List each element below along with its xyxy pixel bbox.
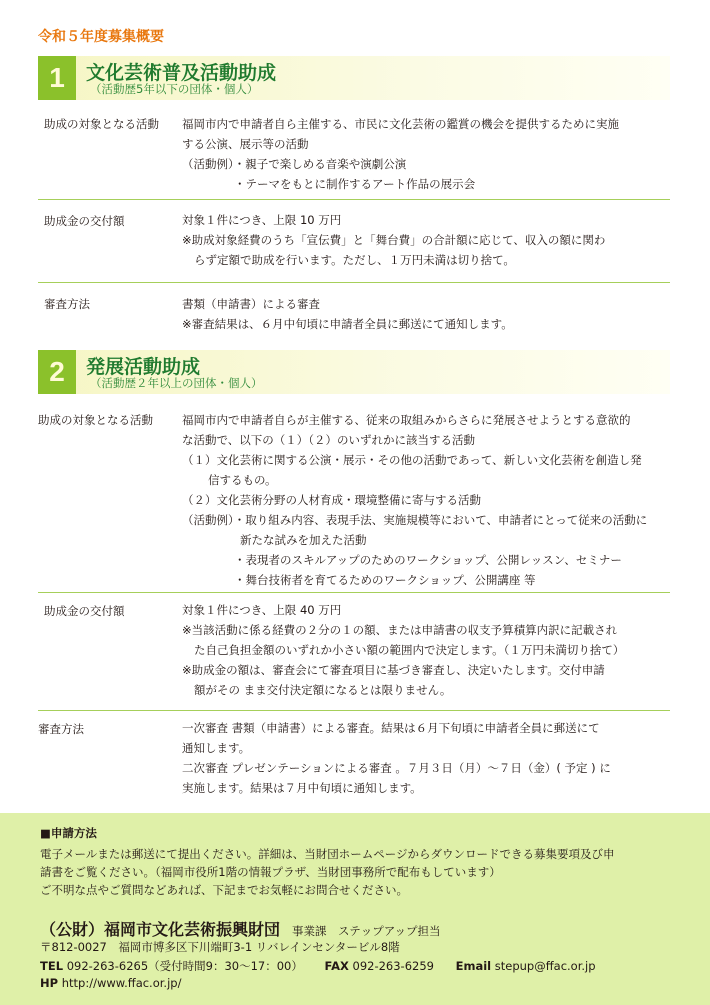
divider	[38, 282, 670, 283]
s2-review-line: 二次審査 プレゼンテーションによる審査 。７月３日（月）〜７日（金）( 予定 ) に	[182, 761, 611, 775]
s2-target-line: ・舞台技術者を育てるためのワークショップ、公開講座 等	[234, 573, 536, 587]
hp-label: HP	[40, 976, 59, 990]
how-to-apply-title: ■申請方法	[40, 826, 97, 840]
fax-label: FAX	[324, 959, 349, 973]
email-label: Email	[455, 959, 492, 973]
page-heading: 令和５年度募集概要	[38, 29, 164, 45]
s2-review-label: 審査方法	[38, 722, 84, 736]
s1-target-label: 助成の対象となる活動	[44, 117, 159, 131]
organization	[40, 917, 440, 940]
s1-target-line: する公演、展示等の活動	[182, 137, 309, 151]
s2-target-line: （１）文化芸術に関する公演・展示・その他の活動であって、新しい文化芸術を創造し発	[182, 453, 642, 467]
s2-amount-line: た自己負担金額のいずれか小さい額の範囲内で決定します。（１万円未満切り捨て）	[194, 643, 625, 657]
s2-amount-line: ※当該活動に係る経費の２分の１の額、または申請書の収支予算積算内訳に記載され	[182, 623, 618, 637]
s2-target-body	[182, 410, 674, 590]
s1-review-body	[182, 294, 674, 334]
s1-target-body	[182, 114, 674, 194]
s1-amount-line: 対象１件につき、上限 10 万円	[182, 213, 342, 227]
s1-amount-label: 助成金の交付額	[44, 214, 125, 228]
how-to-apply-text	[40, 845, 615, 899]
s1-review-label: 審査方法	[44, 297, 90, 311]
contact-line	[40, 958, 596, 974]
s2-review-line: 実施します。結果は７月中旬頃に通知します。	[182, 781, 422, 795]
homepage-link[interactable]: http://www.ffac.or.jp/	[61, 976, 182, 990]
org-name: （公財）福岡市文化芸術振興財団	[40, 920, 281, 939]
s2-amount-line: 対象１件につき、上限 40 万円	[182, 603, 342, 617]
s2-review-line: 一次審査 書類（申請書）による審査。結果は６月下旬頃に申請者全員に郵送にて	[182, 721, 600, 735]
s1-review-line: ※審査結果は、６月中旬頃に申請者全員に郵送にて通知します。	[182, 317, 513, 331]
s2-amount-line: 額がその まま交付決定額になるとは限りません。	[194, 683, 452, 697]
section1-title: 文化芸術普及活動助成	[86, 62, 277, 84]
s2-target-line: 信するもの。	[208, 473, 277, 487]
s2-target-line: （２）文化芸術分野の人材育成・環境整備に寄与する活動	[182, 493, 481, 507]
s2-target-line: ・表現者のスキルアップのためのワークショップ、公開レッスン、セミナー	[234, 553, 622, 567]
how-line: ご不明な点やご質問などあれば、下記までお気軽にお問合せください。	[40, 883, 408, 897]
homepage-line	[40, 976, 181, 990]
divider	[38, 710, 670, 711]
section1-number: 1	[38, 56, 76, 100]
s2-target-line: 新たな試みを加えた活動	[240, 533, 367, 547]
s1-target-line: （活動例）・親子で楽しめる音楽や演劇公演	[182, 157, 407, 171]
s2-target-line: （活動例）・取り組み内容、表現手法、実施規模等において、申請者にとって従来の活動に	[182, 513, 648, 527]
section1-subtitle: （活動歴5年以下の団体・個人）	[90, 82, 259, 96]
fax-value: 092-263-6259	[352, 959, 434, 973]
s1-amount-line: らず定額で助成を行います。ただし、１万円未満は切り捨て。	[194, 253, 515, 267]
s2-amount-body	[182, 600, 674, 700]
s2-amount-label: 助成金の交付額	[44, 604, 125, 618]
s2-review-line: 通知します。	[182, 741, 251, 755]
tel-label: TEL	[40, 959, 64, 973]
how-line: 電子メールまたは郵送にて提出ください。詳細は、当財団ホームページからダウンロードできる募集要項及び申	[40, 847, 615, 861]
s1-review-line: 書類（申請書）による審査	[182, 297, 320, 311]
divider	[38, 199, 670, 200]
address: 〒812-0027 福岡市博多区下川端町3-1 リバレインセンタービル8階	[40, 940, 400, 954]
section2-number: 2	[38, 350, 76, 394]
footer-panel	[0, 813, 710, 1005]
how-line: 請書をご覧ください。（福岡市役所1階の情報プラザ、当財団事務所で配布もしています）	[40, 865, 501, 879]
s1-amount-line: ※助成対象経費のうち「宣伝費」と「舞台費」の合計額に応じて、収入の額に関わ	[182, 233, 606, 247]
s2-review-body	[182, 718, 674, 798]
s2-target-line: な活動で、以下の（１）（２）のいずれかに該当する活動	[182, 433, 476, 447]
s2-target-label: 助成の対象となる活動	[38, 413, 153, 427]
s1-amount-body	[182, 210, 674, 270]
org-dept: 事業課 ステップアップ担当	[292, 924, 441, 938]
s1-target-line: 福岡市内で申請者自ら主催する、市民に文化芸術の鑑賞の機会を提供するために実施	[182, 117, 619, 131]
divider	[38, 592, 670, 593]
section1-header	[38, 56, 670, 100]
s1-target-line: ・テーマをもとに制作するアート作品の展示会	[234, 177, 476, 191]
s2-amount-line: ※助成金の額は、審査会にて審査項目に基づき審査し、決定いたします。交付申請	[182, 663, 605, 677]
email-link[interactable]: stepup@ffac.or.jp	[494, 959, 596, 973]
tel-value[interactable]: 092-263-6265（受付時間9：30〜17：00）	[66, 959, 303, 973]
section2-title: 発展活動助成	[86, 356, 201, 378]
section2-header	[38, 350, 670, 394]
section2-subtitle: （活動歴２年以上の団体・個人）	[90, 376, 263, 390]
s2-target-line: 福岡市内で申請者自らが主催する、従来の取組みからさらに発展させようとする意欲的	[182, 413, 631, 427]
